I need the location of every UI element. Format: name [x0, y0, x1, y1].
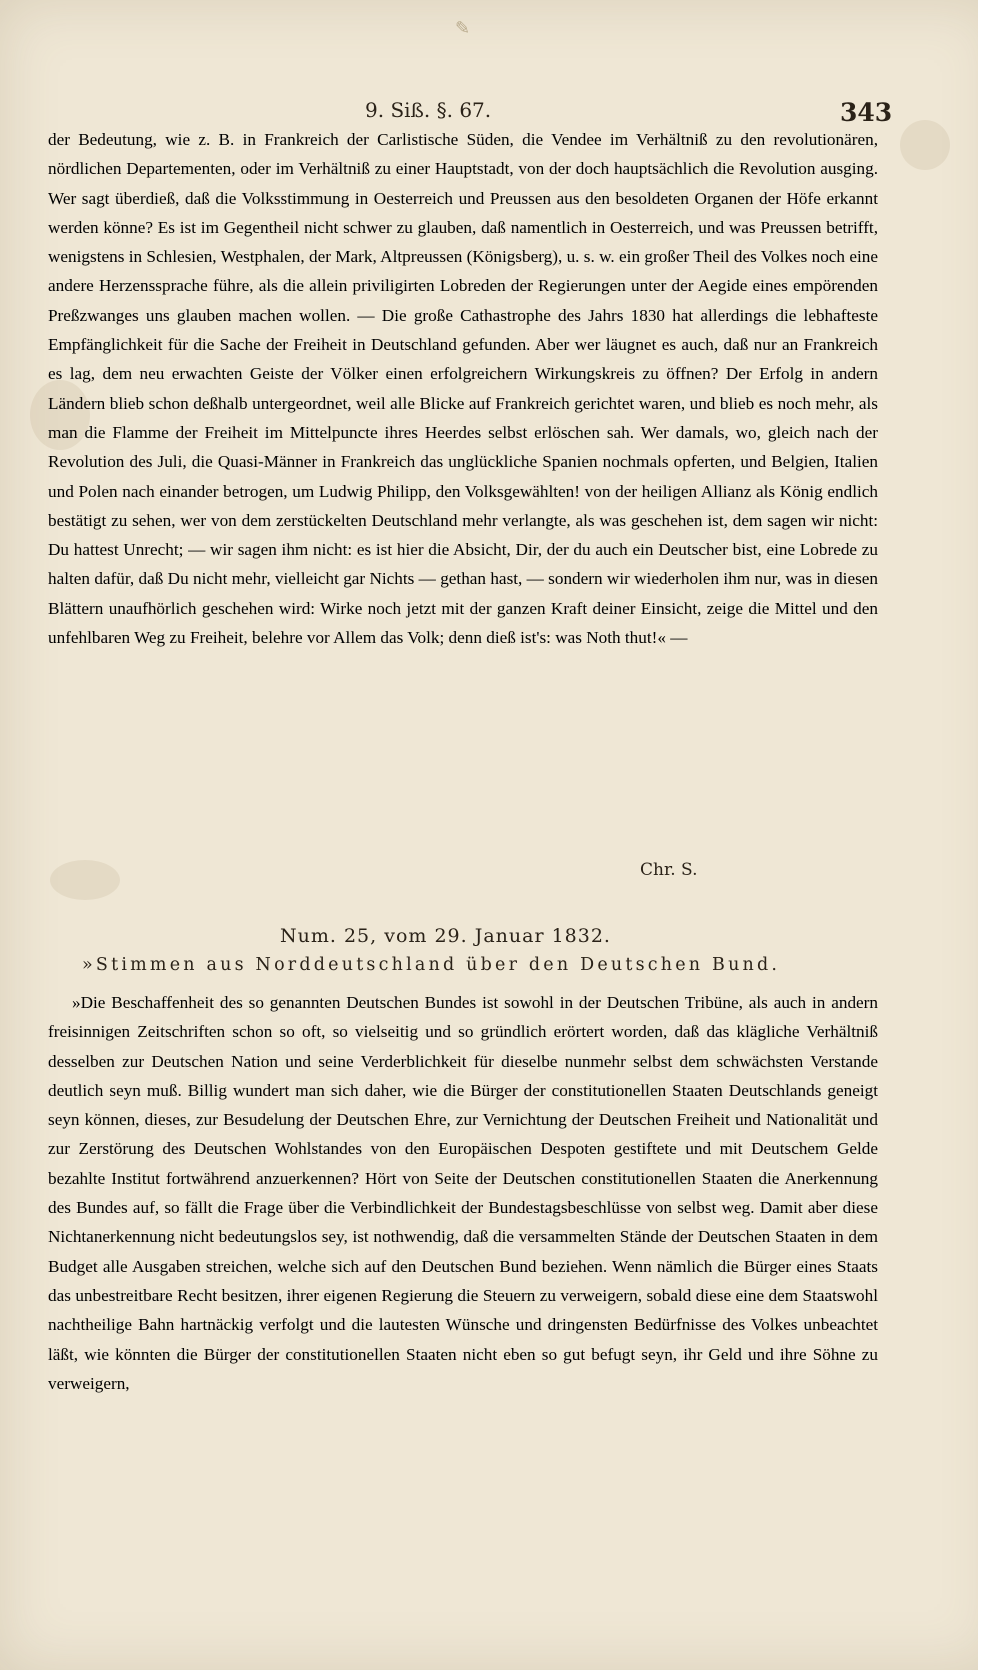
- text-block-bottom: [48, 988, 878, 1398]
- page-number: 343: [840, 98, 893, 127]
- issue-heading: Num. 25, vom 29. Januar 1832.: [280, 925, 611, 947]
- paragraph: der Bedeutung, wie z. B. in Frankreich der Carlistische Süden, die Vendee im Verhältniß zu den revolutionären, nördlichen Departementen, oder im Verhältniß zu einer Hauptstadt, von der doch hauptsächlich die Revolution ausging. Wer sagt überdieß, daß die Volksstimmung in Oesterreich und Preussen aus den besoldeten Organen der Höfe erkannt werden könne? Es ist im Gegentheil nicht schwer zu glauben, daß namentlich in Oesterreich, und was Preussen betrifft, wenigstens in Schlesien, Westphalen, der Mark, Altpreussen (Königsberg), u. s. w. ein großer Theil des Volkes noch eine andere Herzenssprache führe, als die allein priviligirten Lobreden der Regierungen unter der Aegide eines empörenden Preßzwanges uns glauben machen wollen. — Die große Cathastrophe des Jahrs 1830 hat allerdings die lebhafteste Empfänglichkeit für die Sache der Freiheit in Deutschland gefunden. Aber wer läugnet es auch, daß nur an Frankreich es lag, dem neu erwachten Geiste der Völker einen erfolgreichern Wirkungskreis zu öffnen? Der Erfolg in andern Ländern blieb schon deßhalb untergeordnet, weil alle Blicke auf Frankreich gerichtet waren, und blieb es noch mehr, als man die Flamme der Freiheit im Mittelpuncte ihres Heerdes selbst erlöschen sah. Wer damals, wo, gleich nach der Revolution des Juli, die Quasi-Männer in Frankreich das unglückliche Spanien nochmals opferten, und Belgien, Italien und Polen nach einander betrogen, um Ludwig Philipp, den Volksgewählten! von der heiligen Allianz als König endlich bestätigt zu sehen, wer von dem zerstückelten Deutschland mehr verlangte, als was geschehen ist, dem sagen wir nicht: Du hattest Unrecht; — wir sagen ihm nicht: es ist hier die Absicht, Dir, der du auch ein Deutscher bist, eine Lobrede zu halten dafür, daß Du nicht mehr, vielleicht gar Nichts — gethan hast, — sondern wir wiederholen ihm nur, was in diesen Blättern unaufhörlich geschehen wird: Wirke noch jetzt mit der ganzen Kraft deiner Einsicht, zeige die Mittel und den unfehlbaren Weg zu Freiheit, belehre vor Allem das Volk; denn dieß ist's: was Noth thut!« —: [48, 130, 878, 648]
- paper-stain: [900, 120, 950, 170]
- paper-stain: [50, 860, 120, 900]
- text-block-top: [48, 125, 878, 652]
- article-title: »Stimmen aus Norddeutschland über den Deutschen Bund.: [82, 955, 781, 975]
- signature: Chr. S.: [640, 860, 698, 880]
- paragraph: »Die Beschaffenheit des so genannten Deutschen Bundes ist sowohl in der Deutschen Tribüne, als auch in andern freisinnigen Zeitschriften schon so oft, so vielseitig und so gründlich erörtert worden, daß das klägliche Verhältniß desselben zur Deutschen Nation und seine Verderblichkeit für dieselbe nunmehr selbst dem schwächsten Verstande deutlich seyn muß. Billig wundert man sich daher, wie die Bürger der constitutionellen Staaten Deutschlands geneigt seyn können, dieses, zur Besudelung der Deutschen Ehre, zur Vernichtung der Deutschen Freiheit und Nationalität und zur Zerstörung des Deutschen Wohlstandes von den Europäischen Despoten gestiftete und mit Deutschem Gelde bezahlte Institut fortwährend anzuerkennen? Hört von Seite der Deutschen constitutionellen Staaten die Anerkennung des Bundes auf, so fällt die Frage über die Verbindlichkeit der Bundestagsbeschlüsse von selbst weg. Damit aber diese Nichtanerkennung nicht bedeutungslos sey, ist nothwendig, daß die versammelten Stände der Deutschen Staaten in dem Budget alle Ausgaben streichen, welche sich auf den Deutschen Bund beziehen. Wenn nämlich die Bürger eines Staats das unbestreitbare Recht besitzen, ihrer eigenen Regierung die Steuern zu verweigern, sobald diese eine dem Staatswohl nachtheilige Bahn hartnäckig verfolgt und die lautesten Wünsche und dringensten Bedürfnisse des Volkes unbeachtet läßt, wie könnten die Bürger der constitutionellen Staaten nicht eben so gut befugt seyn, ihr Geld und ihre Söhne zu verweigern,: [48, 993, 878, 1393]
- page-edge: [978, 0, 1000, 1670]
- ink-mark: ✎: [455, 18, 471, 39]
- running-head-section: 9. Siß. §. 67.: [365, 98, 492, 122]
